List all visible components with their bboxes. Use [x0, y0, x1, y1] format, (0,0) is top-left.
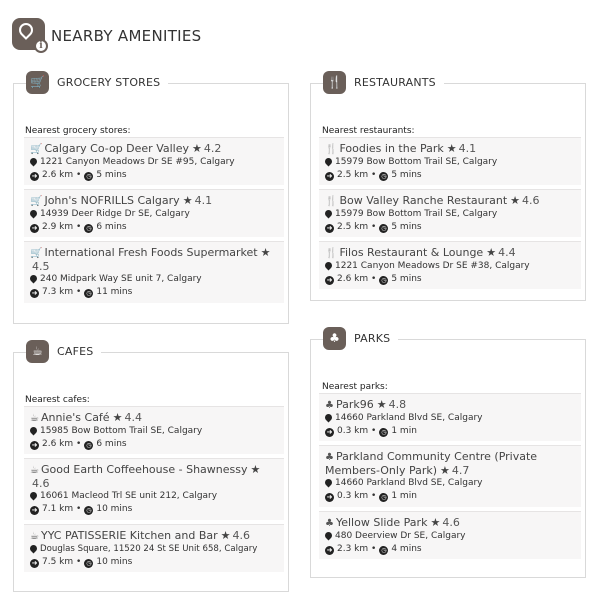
- star-icon: ★: [446, 142, 457, 155]
- clock-icon: ◷: [86, 290, 92, 297]
- map-marker-icon: [29, 491, 39, 501]
- item-name[interactable]: Park96: [335, 398, 374, 411]
- item-distance: 7.3 km: [42, 287, 74, 297]
- arrow-circle-icon: ➜: [31, 506, 38, 514]
- clock-icon: ◷: [381, 173, 387, 180]
- clock-icon: ◷: [86, 560, 92, 567]
- cafes-header: [26, 340, 101, 363]
- list-item[interactable]: [319, 241, 581, 289]
- cafes-intro: Nearest cafes:: [25, 395, 90, 405]
- utensils-icon: 🍴: [325, 196, 338, 207]
- clock-icon: ◷: [381, 547, 387, 554]
- clock-icon: ◷: [381, 429, 387, 436]
- list-item[interactable]: [319, 393, 581, 441]
- item-rating: 4.6: [522, 194, 540, 207]
- star-icon: ★: [486, 246, 497, 259]
- parks-panel: [310, 331, 586, 578]
- arrow-circle-icon: ➜: [326, 276, 333, 284]
- item-address: 16061 Macleod Trl SE unit 212, Calgary: [40, 491, 218, 501]
- clock-icon: ◷: [381, 277, 387, 284]
- coffee-icon: ☕: [30, 413, 39, 424]
- arrow-circle-icon: ➜: [326, 546, 333, 554]
- item-name[interactable]: Calgary Co-op Deer Valley: [44, 142, 190, 155]
- star-icon: ★: [112, 411, 123, 424]
- item-distance: 7.1 km: [42, 504, 74, 514]
- map-marker-icon: [29, 274, 39, 284]
- grocery-panel: [13, 75, 289, 324]
- star-icon: ★: [220, 529, 231, 542]
- item-time: 5 mins: [391, 274, 422, 284]
- item-time: 5 mins: [391, 222, 422, 232]
- map-marker-icon: [324, 478, 334, 488]
- item-name[interactable]: International Fresh Foods Supermarket: [44, 246, 258, 259]
- item-time: 4 mins: [391, 544, 422, 554]
- item-time: 5 mins: [391, 170, 422, 180]
- star-icon: ★: [440, 464, 450, 477]
- arrow-circle-icon: ➜: [31, 441, 38, 449]
- grocery-header: [26, 71, 168, 94]
- utensils-icon: 🍴: [323, 71, 346, 94]
- list-item[interactable]: [319, 445, 581, 507]
- map-marker-icon: [324, 531, 334, 541]
- map-marker-icon: [324, 157, 334, 167]
- map-marker-icon: [324, 413, 334, 423]
- item-distance: 2.5 km: [337, 170, 369, 180]
- item-address: 15979 Bow Bottom Trail SE, Calgary: [335, 157, 498, 167]
- item-time: 10 mins: [96, 504, 133, 514]
- map-marker-icon: [29, 157, 39, 167]
- map-marker-icon: [29, 426, 39, 436]
- item-distance: 2.5 km: [337, 222, 369, 232]
- item-address: Douglas Square, 11520 24 St SE Unit 658, Calgary: [40, 544, 258, 554]
- parks-intro: Nearest parks:: [322, 382, 388, 392]
- star-icon: ★: [376, 398, 387, 411]
- item-distance: 2.3 km: [337, 544, 369, 554]
- item-rating: 4.8: [388, 398, 407, 411]
- parks-title: PARKS: [354, 332, 391, 345]
- parks-header: [323, 327, 398, 350]
- star-icon: ★: [182, 194, 193, 207]
- item-distance: 2.9 km: [42, 222, 74, 232]
- arrow-circle-icon: ➜: [326, 428, 333, 436]
- cart-icon: 🛒: [30, 144, 43, 155]
- restaurants-header: [323, 71, 444, 94]
- cart-icon: 🛒: [30, 248, 43, 259]
- separator: •: [76, 504, 82, 514]
- list-item[interactable]: [24, 137, 284, 185]
- clock-icon: ◷: [86, 173, 92, 180]
- star-icon: ★: [250, 463, 261, 476]
- clock-icon: ◷: [381, 225, 387, 232]
- item-rating: 4.5: [32, 260, 50, 273]
- coffee-icon: ☕: [26, 340, 49, 363]
- item-distance: 2.6 km: [42, 170, 74, 180]
- list-item[interactable]: [24, 189, 284, 237]
- item-address: 14660 Parkland Blvd SE, Calgary: [335, 413, 483, 423]
- star-icon: ★: [430, 516, 441, 529]
- item-rating: 4.1: [194, 194, 213, 207]
- item-distance: 2.6 km: [42, 439, 74, 449]
- cafes-panel: [13, 344, 289, 592]
- item-time: 6 mins: [96, 439, 127, 449]
- item-time: 6 mins: [96, 222, 127, 232]
- item-name[interactable]: Bow Valley Ranche Restaurant: [339, 194, 508, 207]
- item-name[interactable]: Parkland Community Centre (Private Members-Only Park): [325, 450, 538, 477]
- separator: •: [371, 426, 377, 436]
- arrow-circle-icon: ➜: [31, 224, 38, 232]
- item-time: 1 min: [391, 426, 417, 436]
- list-item[interactable]: [24, 241, 284, 303]
- item-rating: 4.7: [451, 464, 470, 477]
- map-marker-icon: [29, 209, 39, 219]
- list-item[interactable]: [319, 137, 581, 185]
- separator: •: [76, 557, 82, 567]
- arrow-circle-icon: ➜: [326, 493, 333, 501]
- coffee-icon: ☕: [30, 531, 39, 542]
- separator: •: [76, 170, 82, 180]
- grocery-title: GROCERY STORES: [57, 76, 161, 89]
- item-distance: 0.3 km: [337, 426, 369, 436]
- item-distance: 7.5 km: [42, 557, 74, 567]
- cart-icon: 🛒: [26, 71, 49, 94]
- tree-icon: ♣: [325, 400, 334, 411]
- item-rating: 4.2: [203, 142, 222, 155]
- arrow-circle-icon: ➜: [31, 289, 38, 297]
- item-rating: 4.6: [442, 516, 460, 529]
- page-title: NEARBY AMENITIES: [51, 27, 202, 45]
- list-item[interactable]: [319, 511, 581, 559]
- item-time: 1 min: [391, 491, 417, 501]
- item-address: 14939 Deer Ridge Dr SE, Calgary: [40, 209, 190, 219]
- utensils-icon: 🍴: [325, 144, 338, 155]
- item-address: 14660 Parkland Blvd SE, Calgary: [335, 478, 483, 488]
- restaurants-panel: [310, 75, 586, 301]
- arrow-circle-icon: ➜: [326, 224, 333, 232]
- cart-icon: 🛒: [30, 196, 43, 207]
- item-time: 5 mins: [96, 170, 127, 180]
- location-info-icon: i: [12, 18, 45, 50]
- tree-icon: ♣: [325, 518, 334, 529]
- clock-icon: ◷: [86, 225, 92, 232]
- item-address: 240 Midpark Way SE unit 7, Calgary: [40, 274, 202, 284]
- separator: •: [371, 274, 377, 284]
- item-name[interactable]: John's NOFRILLS Calgary: [44, 194, 180, 207]
- separator: •: [76, 287, 82, 297]
- tree-icon: ♣: [325, 452, 334, 463]
- separator: •: [76, 439, 82, 449]
- star-icon: ★: [510, 194, 521, 207]
- item-rating: 4.6: [232, 529, 251, 542]
- page-header: [12, 18, 202, 50]
- clock-icon: ◷: [86, 442, 92, 449]
- item-distance: 0.3 km: [337, 491, 369, 501]
- item-name[interactable]: YYC PATISSERIE Kitchen and Bar: [40, 529, 218, 542]
- item-name[interactable]: Filos Restaurant & Lounge: [339, 246, 484, 259]
- item-name[interactable]: Annie's Café: [40, 411, 110, 424]
- grocery-intro: Nearest grocery stores:: [25, 126, 131, 136]
- item-address: 15985 Bow Bottom Trail SE, Calgary: [40, 426, 203, 436]
- arrow-circle-icon: ➜: [326, 172, 333, 180]
- map-marker-icon: [29, 544, 39, 554]
- map-marker-icon: [324, 209, 334, 219]
- item-name[interactable]: Yellow Slide Park: [335, 516, 428, 529]
- cafes-title: CAFES: [57, 345, 94, 358]
- list-item[interactable]: [24, 406, 284, 454]
- item-address: 15979 Bow Bottom Trail SE, Calgary: [335, 209, 498, 219]
- item-address: 480 Deerview Dr SE, Calgary: [335, 531, 466, 541]
- separator: •: [371, 544, 377, 554]
- item-time: 11 mins: [96, 287, 133, 297]
- map-marker-icon: [324, 261, 334, 271]
- list-item[interactable]: [319, 189, 581, 237]
- restaurants-intro: Nearest restaurants:: [322, 126, 415, 136]
- star-icon: ★: [260, 246, 271, 259]
- item-rating: 4.1: [458, 142, 477, 155]
- list-item[interactable]: [24, 524, 284, 572]
- list-item[interactable]: [24, 458, 284, 520]
- item-name[interactable]: Good Earth Coffeehouse - Shawnessy: [40, 463, 248, 476]
- separator: •: [371, 491, 377, 501]
- separator: •: [76, 222, 82, 232]
- item-distance: 2.6 km: [337, 274, 369, 284]
- item-rating: 4.4: [498, 246, 516, 259]
- clock-icon: ◷: [381, 494, 387, 501]
- star-icon: ★: [192, 142, 202, 155]
- arrow-circle-icon: ➜: [31, 559, 38, 567]
- separator: •: [371, 170, 377, 180]
- item-address: 1221 Canyon Meadows Dr SE #38, Calgary: [335, 261, 530, 271]
- item-address: 1221 Canyon Meadows Dr SE #95, Calgary: [40, 157, 235, 167]
- separator: •: [371, 222, 377, 232]
- tree-icon: ♣: [323, 327, 346, 350]
- coffee-icon: ☕: [30, 465, 39, 476]
- item-rating: 4.6: [32, 477, 50, 490]
- clock-icon: ◷: [86, 507, 92, 514]
- arrow-circle-icon: ➜: [31, 172, 38, 180]
- item-name[interactable]: Foodies in the Park: [339, 142, 444, 155]
- restaurants-title: RESTAURANTS: [354, 76, 436, 89]
- item-rating: 4.4: [124, 411, 142, 424]
- utensils-icon: 🍴: [325, 248, 338, 259]
- item-time: 10 mins: [96, 557, 133, 567]
